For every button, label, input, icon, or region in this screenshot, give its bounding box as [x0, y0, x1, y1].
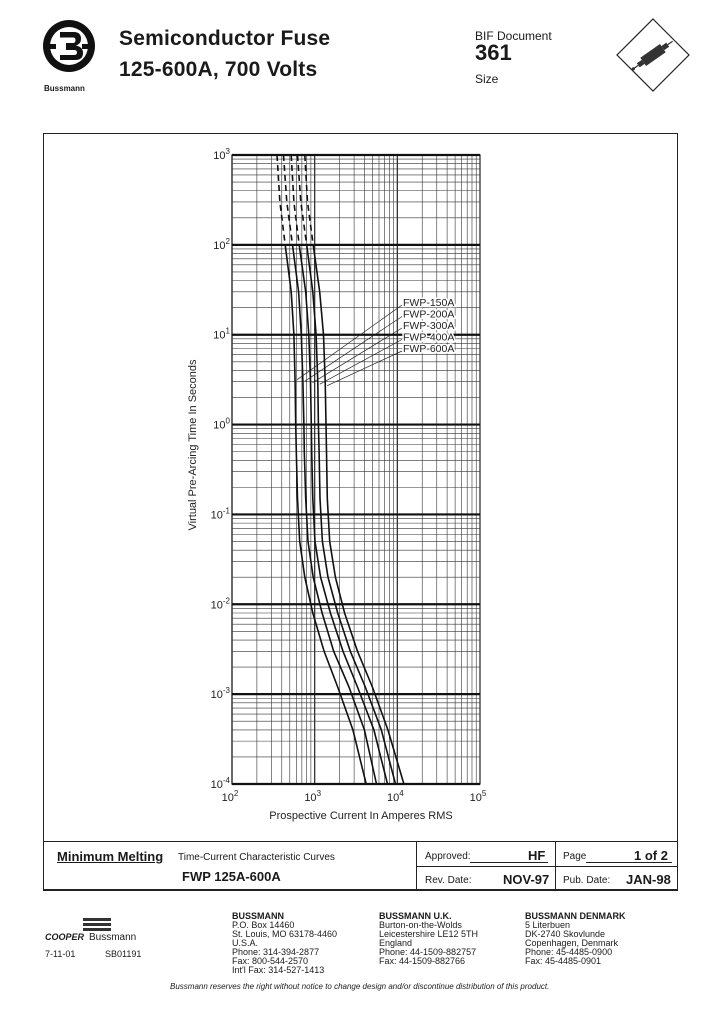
- date-code: 7-11-01: [45, 949, 76, 959]
- plot-area: [232, 155, 480, 784]
- series-label: FWP-150A: [403, 297, 455, 309]
- document-code: SB01191: [105, 949, 142, 959]
- office-name: BUSSMANN U.K.: [379, 911, 452, 921]
- office-line: U.S.A.: [232, 938, 259, 948]
- y-tick-label: $10^{-2}$: [210, 596, 230, 612]
- y-tick-label: $10^2$: [213, 236, 230, 252]
- y-tick-label: $10^{-4}$: [210, 776, 230, 791]
- curve-dashed-segment: [284, 155, 293, 245]
- y-tick-label: $10^{-1}$: [210, 506, 230, 522]
- office-line: Fax: 44-1509-882766: [379, 956, 466, 966]
- cooper-logo: [45, 918, 145, 944]
- cooper-wordmark: COOPER: [45, 932, 85, 942]
- brand-name: Bussmann: [44, 84, 85, 93]
- office-name: BUSSMANN: [232, 911, 285, 921]
- x-tick-label: $10^5$: [469, 789, 487, 804]
- office-line: Leicestershire LE12 5TH: [379, 929, 479, 939]
- page-title-line2: 125-600A, 700 Volts: [119, 58, 318, 81]
- office-line: Fax: 45-4485-0901: [525, 956, 602, 966]
- x-tick-label: $10^3$: [304, 789, 322, 804]
- series-label: FWP-200A: [403, 308, 455, 321]
- callout-line: [297, 305, 402, 380]
- office-line: Int'l Fax: 314-527-1413: [232, 965, 325, 975]
- office-uk: [379, 912, 478, 966]
- x-tick-label: $10^4$: [386, 789, 404, 804]
- doc-number: 361: [475, 40, 512, 65]
- y-tick-label: $10^1$: [213, 326, 230, 342]
- office-line: Phone: 314-394-2877: [232, 947, 320, 957]
- pub-date-label: Pub. Date:: [563, 875, 611, 886]
- series-label: FWP-300A: [403, 320, 455, 332]
- x-tick-label: $10^2$: [221, 789, 239, 804]
- pub-date-value: JAN-98: [626, 872, 671, 887]
- y-axis-label: Virtual Pre-Arcing Time In Seconds: [187, 359, 199, 531]
- curve-description: Time-Current Characteristic Curves: [178, 852, 335, 863]
- office-name: BUSSMANN DENMARK: [525, 911, 626, 921]
- doc-label: BIF Document: [475, 29, 552, 43]
- bussmann-wordmark: Bussmann: [89, 932, 137, 943]
- page-label: Page: [563, 851, 587, 862]
- size-label: Size: [475, 72, 499, 86]
- office-line: Phone: 44-1509-882757: [379, 947, 477, 957]
- part-range: FWP 125A-600A: [182, 869, 281, 884]
- office-usa: [232, 912, 337, 975]
- y-tick-label: $10^0$: [213, 416, 230, 432]
- rev-date-value: NOV-97: [503, 872, 550, 887]
- office-line: St. Louis, MO 63178-4460: [232, 929, 338, 939]
- approved-value: HF: [528, 848, 546, 863]
- series-label: FWP-600A: [403, 343, 455, 355]
- office-line: 5 Literbuen: [525, 920, 571, 930]
- curve-dashed-segment: [305, 155, 313, 245]
- page-value: 1 of 2: [634, 848, 668, 863]
- office-line: Burton-on-the-Wolds: [379, 920, 462, 930]
- office-line: P.O. Box 14460: [232, 920, 295, 930]
- callout-line: [312, 328, 402, 383]
- y-tick-label: $10^{-3}$: [210, 686, 230, 702]
- office-line: Fax: 800-544-2570: [232, 956, 309, 966]
- approved-label: Approved:: [425, 851, 471, 862]
- rev-date-label: Rev. Date:: [425, 875, 472, 886]
- x-axis-label: Prospective Current In Amperes RMS: [269, 810, 453, 822]
- y-tick-label: $10^3$: [213, 147, 230, 162]
- cooper-mark-icon: [83, 918, 111, 932]
- office-line: Copenhagen, Denmark: [525, 938, 619, 948]
- series-label: FWP-400A: [403, 331, 455, 344]
- page-title-line1: Semiconductor Fuse: [119, 27, 331, 50]
- curve-type-label: Minimum Melting: [57, 849, 164, 864]
- office-line: Phone: 45-4485-0900: [525, 947, 613, 957]
- office-line: England: [379, 938, 413, 948]
- office-denmark: [525, 912, 626, 966]
- disclaimer: Bussmann reserves the right without notice to change design and/or discontinue distribution of this product.: [170, 982, 550, 991]
- office-line: DK-2740 Skovlunde: [525, 929, 606, 939]
